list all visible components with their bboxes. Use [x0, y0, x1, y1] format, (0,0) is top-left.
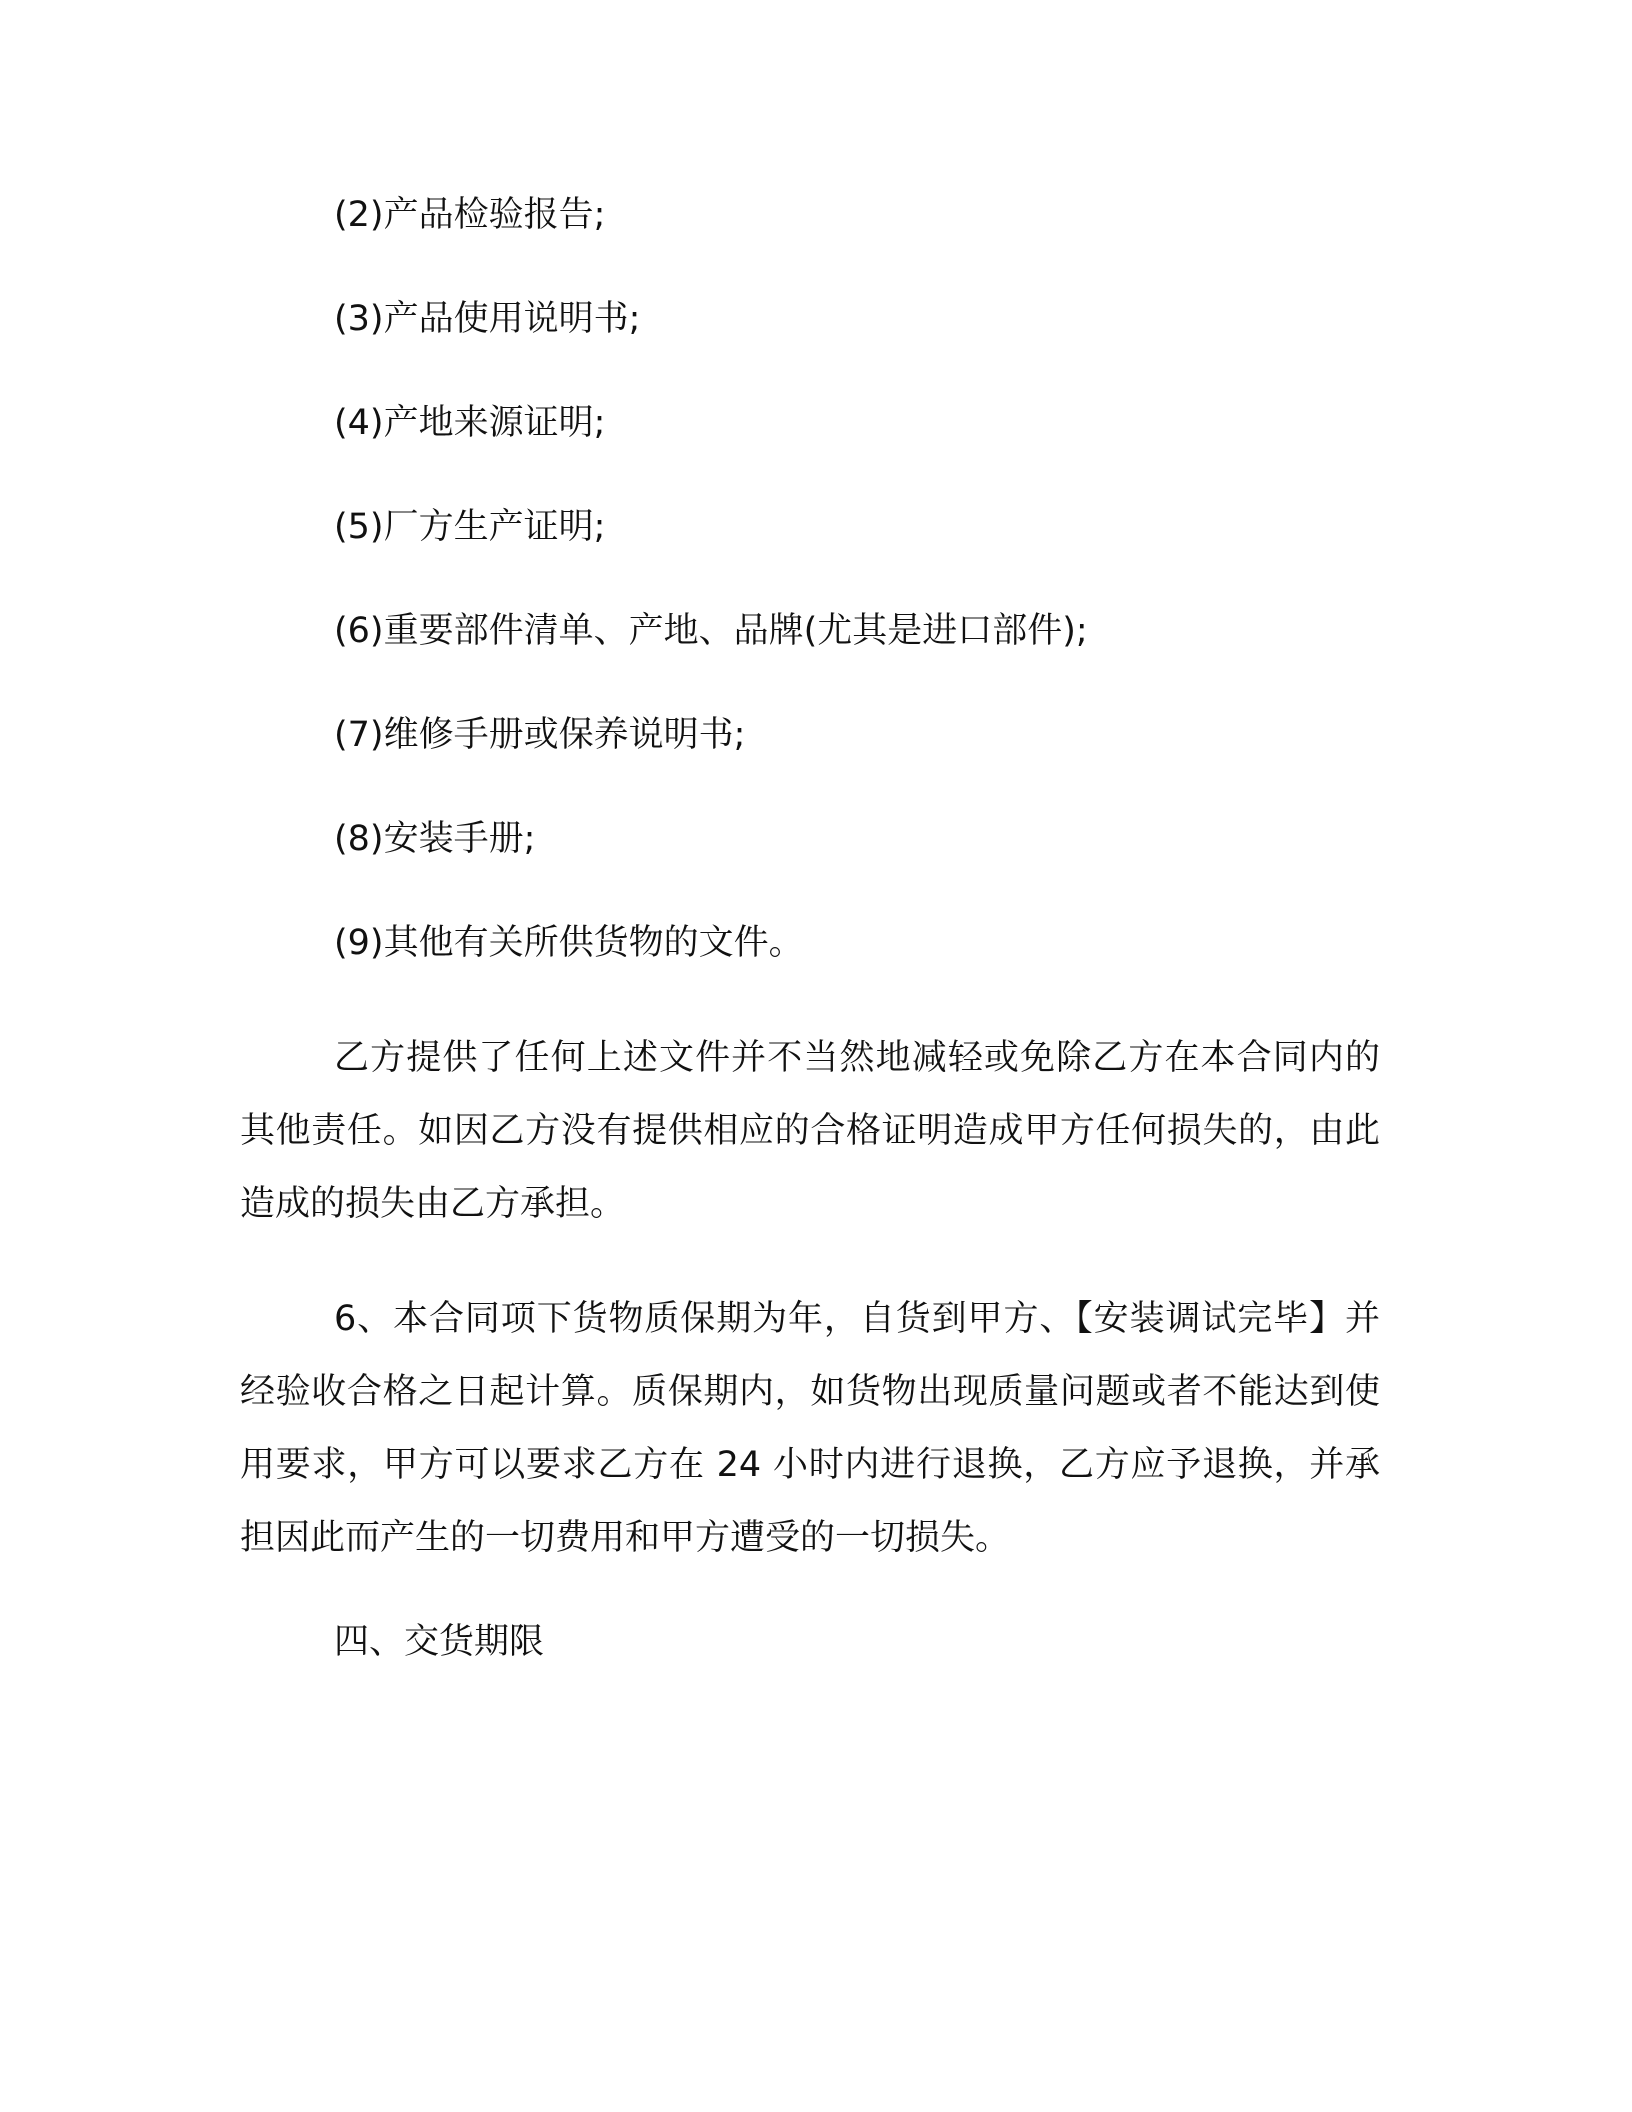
list-item-5: (5)厂方生产证明; [334, 507, 606, 547]
list-item-7: (7)维修手册或保养说明书; [334, 715, 746, 755]
document-body [240, 190, 1380, 1667]
list-item-3: (3)产品使用说明书; [334, 299, 641, 339]
section-heading-delivery-term: 四、交货期限 [334, 1622, 545, 1662]
list-item-8: (8)安装手册; [334, 819, 536, 859]
paragraph-warranty-period: 6、本合同项下货物质保期为年，自货到甲方、【安装调试完毕】并经验收合格之日起计算。质保期内，如货物出现质量问题或者不能达到使用要求，甲方可以要求乙方在 24 小时内进行退换，乙方应予退换，并承担因此而产生的一切费用和甲方遭受的一切损失。 [240, 1299, 1380, 1558]
list-item-9: (9)其他有关所供货物的文件。 [334, 923, 804, 963]
paragraph-documents-liability: 乙方提供了任何上述文件并不当然地减轻或免除乙方在本合同内的其他责任。如因乙方没有提供相应的合格证明造成甲方任何损失的，由此造成的损失由乙方承担。 [240, 1038, 1380, 1224]
list-item-6: (6)重要部件清单、产地、品牌(尤其是进口部件); [334, 611, 1088, 651]
list-item-2: (2)产品检验报告; [334, 195, 606, 235]
list-item-4: (4)产地来源证明; [334, 403, 606, 443]
